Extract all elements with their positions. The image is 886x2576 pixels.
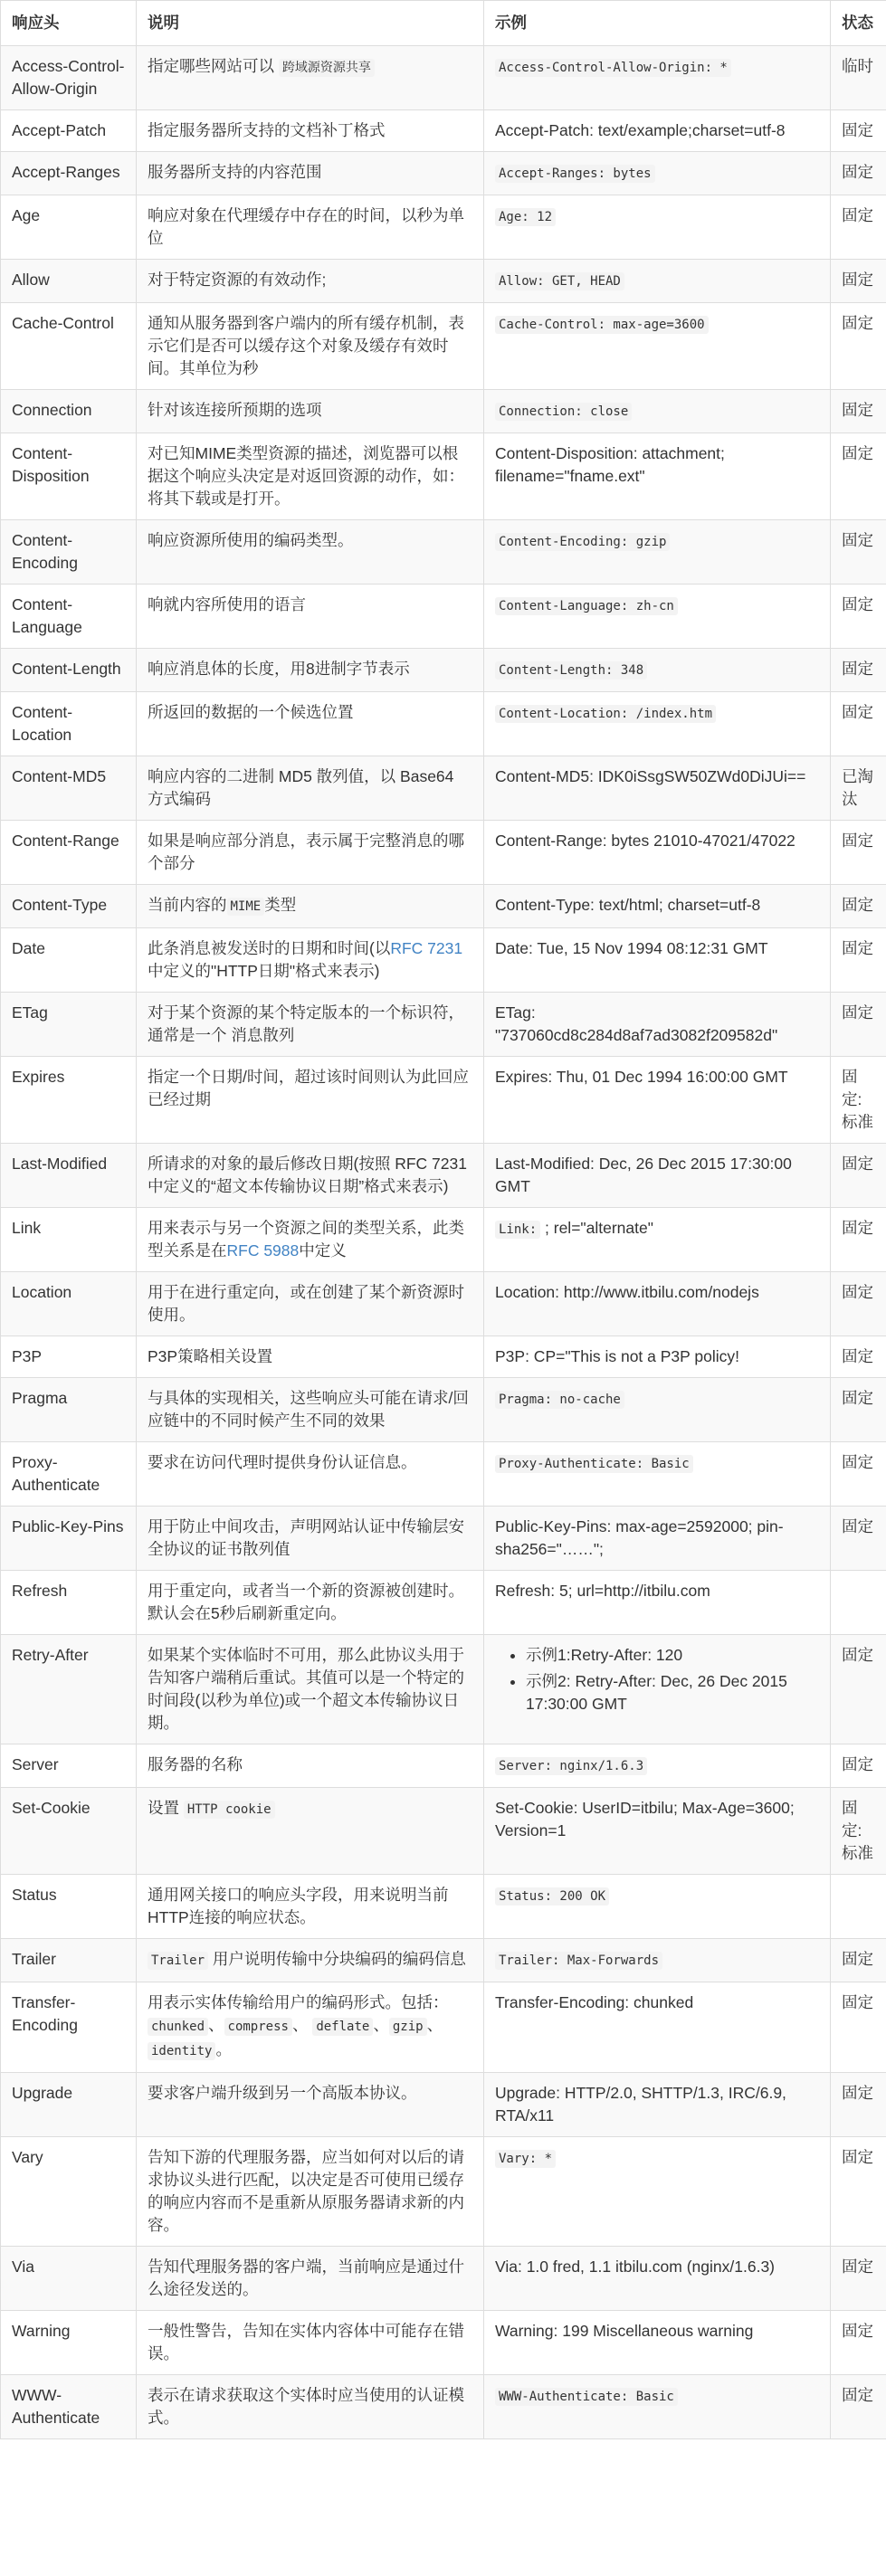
table-row [1,928,886,993]
description-text: 此条消息被发送时的日期和时间(以 [148,939,391,957]
description-cell [137,993,484,1057]
header-name-cell: Link [1,1208,137,1272]
status-cell: 固定 [831,1272,886,1336]
header-name: 响应头 [1,1,137,46]
table-row [1,692,886,756]
example-text: Date: Tue, 15 Nov 1994 08:12:31 GMT [495,939,768,957]
description-text: 对已知MIME类型资源的描述，浏览器可以根据这个响应头决定是对返回资源的动作，如：将其下载或是打开。 [148,444,464,508]
example-text: Last-Modified: Dec, 26 Dec 2015 17:30:00 GMT [495,1155,792,1195]
header-name-cell: Public-Key-Pins [1,1507,137,1571]
description-cell [137,2311,484,2375]
description-text: P3P策略相关设置 [148,1347,273,1365]
description-cell [137,692,484,756]
header-name-cell: Warning [1,2311,137,2375]
description-text: 与具体的实现相关，这些响应头可能在请求/回应链中的不同时候产生不同的效果 [148,1389,469,1430]
description-text: 、 [426,2016,443,2034]
table-row [1,649,886,692]
table-row [1,2073,886,2137]
description-text: 。 [215,2040,232,2058]
description-code: gzip [389,2018,427,2036]
header-name-cell: Content-Language [1,585,137,649]
description-text: 对于特定资源的有效动作; [148,271,327,289]
description-text: 用于防止中间攻击，声明网站认证中传输层安全协议的证书散列值 [148,1517,464,1558]
status-cell: 固定 [831,2247,886,2311]
table-row [1,585,886,649]
description-cell [137,152,484,195]
description-text: 用于重定向，或者当一个新的资源被创建时。默认会在5秒后刷新重定向。 [148,1582,464,1622]
status-cell: 固定 [831,152,886,195]
status-cell: 固定 [831,1982,886,2073]
example-cell [484,1057,831,1144]
example-code: Content-Language: zh-cn [495,597,678,615]
description-text: 、 [291,2016,313,2034]
header-status: 状态 [831,1,886,46]
description-cell [137,928,484,993]
description-text: 用于在进行重定向，或在创建了某个新资源时使用。 [148,1283,464,1324]
header-row [1,1,886,46]
description-text: 告知代理服务器的客户端，当前响应是通过什么途径发送的。 [148,2258,464,2298]
example-cell [484,260,831,303]
description-text: 对于某个资源的某个特定版本的一个标识符，通常是一个 消息散列 [148,1003,464,1044]
status-cell: 固定 [831,1144,886,1208]
example-cell [484,1982,831,2073]
header-name-cell: P3P [1,1336,137,1378]
description-text: 指定一个日期/时间，超过该时间则认为此回应已经过期 [148,1068,469,1108]
example-text: ETag: "737060cd8c284d8af7ad3082f209582d" [495,1003,778,1044]
description-text: 服务器所支持的内容范围 [148,163,322,181]
description-text: 响应消息体的长度，用8进制字节表示 [148,660,410,678]
example-cell [484,1442,831,1507]
table-row [1,1144,886,1208]
example-cell [484,1507,831,1571]
description-text: 、 [373,2016,389,2034]
description-cell [137,1144,484,1208]
description-cell [137,1635,484,1744]
description-text: 如果是响应部分消息，表示属于完整消息的哪个部分 [148,832,464,872]
status-cell: 固定 [831,928,886,993]
table-row [1,1635,886,1744]
description-text: 所返回的数据的一个候选位置 [148,703,354,721]
example-text: Content-Range: bytes 21010-47021/47022 [495,832,795,850]
example-cell [484,1272,831,1336]
table-row [1,1875,886,1939]
status-cell: 固定 [831,260,886,303]
description-text: 一般性警告，告知在实体内容体中可能存在错误。 [148,2322,464,2362]
table-row [1,303,886,390]
description-text: 用来表示与另一个资源之间的类型关系，此类型关系是在 [148,1219,464,1259]
example-text: Via: 1.0 fred, 1.1 itbilu.com (nginx/1.6.3) [495,2258,776,2276]
description-code: deflate [312,2018,373,2036]
example-code: Content-Location: /index.htm [495,705,716,723]
example-code: Connection: close [495,403,632,421]
example-code: Cache-Control: max-age=3600 [495,316,709,334]
description-text: 针对该连接所预期的选项 [148,401,322,419]
description-text: 通用网关接口的响应头字段，用来说明当前HTTP连接的响应状态。 [148,1886,449,1926]
description-text: 指定哪些网站可以 [148,57,279,75]
description-cell [137,2247,484,2311]
description-cell [137,303,484,390]
example-code: WWW-Authenticate: Basic [495,2388,678,2406]
status-cell: 固定 [831,1442,886,1507]
table-row [1,2137,886,2247]
header-name-cell: Age [1,195,137,260]
example-cell [484,433,831,520]
description-text: 用表示实体传输给用户的编码形式。包括： [148,1993,449,2011]
description-text: 中定义的"HTTP日期"格式来表示) [148,962,380,980]
status-cell: 固定 [831,649,886,692]
header-name-cell: Last-Modified [1,1144,137,1208]
header-name-cell: Allow [1,260,137,303]
table-row [1,110,886,152]
table-row [1,260,886,303]
table-row [1,885,886,928]
status-cell: 固定 [831,585,886,649]
description-cell [137,756,484,821]
header-name-cell: Date [1,928,137,993]
example-code: Content-Length: 348 [495,661,647,680]
status-cell: 固定 [831,1744,886,1788]
example-text: P3P: CP="This is not a P3P policy! [495,1347,739,1365]
example-code: Access-Control-Allow-Origin: * [495,59,731,77]
description-cell [137,1788,484,1875]
status-cell: 固定: 标准 [831,1788,886,1875]
description-cell [137,585,484,649]
status-cell: 固定 [831,1378,886,1442]
status-cell [831,1571,886,1635]
status-cell: 固定: 标准 [831,1057,886,1144]
description-link[interactable]: RFC 7231 [390,939,463,957]
description-text: 告知下游的代理服务器，应当如何对以后的请求协议头进行匹配，以决定是否可使用已缓存的响应内容而不是重新从原服务器请求新的内容。 [148,2148,464,2234]
description-cell [137,1442,484,1507]
description-code: MIME [227,898,265,916]
example-code: Status: 200 OK [495,1887,609,1906]
table-row [1,1378,886,1442]
description-cell [137,2137,484,2247]
description-text: 要求客户端升级到另一个高版本协议。 [148,2084,417,2102]
description-text: 表示在请求获取这个实体时应当使用的认证模式。 [148,2386,464,2427]
description-text: 响就内容所使用的语言 [148,595,306,613]
example-text: Transfer-Encoding: chunked [495,1993,694,2011]
table-row [1,821,886,885]
table-row [1,390,886,433]
description-text: 服务器的名称 [148,1755,243,1773]
table-row [1,1442,886,1507]
description-text: 要求在访问代理时提供身份认证信息。 [148,1453,417,1471]
example-code: Content-Encoding: gzip [495,533,670,551]
description-cell [137,1378,484,1442]
example-cell [484,1378,831,1442]
header-name-cell: Content-Length [1,649,137,692]
status-cell: 固定 [831,303,886,390]
table-row [1,1272,886,1336]
header-description: 说明 [137,1,484,46]
header-name-cell: ETag [1,993,137,1057]
example-cell [484,152,831,195]
description-text: 设置 [148,1799,184,1817]
example-cell [484,2073,831,2137]
example-list-item: • 示例1:Retry-After: 120 [526,1644,819,1667]
status-cell: 固定 [831,1939,886,1982]
status-cell: 固定 [831,821,886,885]
table-row [1,1507,886,1571]
example-cell [484,1939,831,1982]
description-code: Trailer [148,1952,208,1970]
table-row [1,46,886,110]
table-row [1,1982,886,2073]
description-text: 响应资源所使用的编码类型。 [148,531,354,549]
description-cell [137,260,484,303]
example-text: Upgrade: HTTP/2.0, SHTTP/1.3, IRC/6.9, RTA/x11 [495,2084,786,2124]
header-name-cell: Vary [1,2137,137,2247]
table-row [1,993,886,1057]
description-cell [137,195,484,260]
description-text: 类型 [264,896,297,914]
description-cell [137,2375,484,2439]
status-cell: 固定 [831,520,886,585]
example-cell [484,692,831,756]
description-text: 所请求的对象的最后修改日期(按照 RFC 7231 中定义的“超文本传输协议日期”格式来表示) [148,1155,467,1195]
header-name-cell: Content-Range [1,821,137,885]
header-name-cell: Content-Encoding [1,520,137,585]
table-row [1,195,886,260]
example-text: Location: http://www.itbilu.com/nodejs [495,1283,759,1301]
description-cell [137,821,484,885]
description-text: 通知从服务器到客户端内的所有缓存机制，表示它们是否可以缓存这个对象及缓存有效时间。其单位为秒 [148,314,464,377]
description-link[interactable]: RFC 5988 [226,1241,300,1259]
example-text: Content-Disposition: attachment; filename="fname.ext" [495,444,725,485]
status-cell: 固定 [831,2375,886,2439]
header-name-cell: Expires [1,1057,137,1144]
table-row [1,1057,886,1144]
example-code: Server: nginx/1.6.3 [495,1757,647,1775]
description-text: 指定服务器所支持的文档补丁格式 [148,121,386,139]
description-cell [137,520,484,585]
example-text: ; rel="alternate" [540,1219,653,1237]
example-cell [484,195,831,260]
description-code: chunked [148,2018,208,2036]
status-cell: 固定 [831,1336,886,1378]
example-cell [484,993,831,1057]
description-text: 中定义 [299,1241,347,1259]
example-cell [484,2311,831,2375]
example-cell [484,756,831,821]
header-name-cell: Cache-Control [1,303,137,390]
header-name-cell: Accept-Ranges [1,152,137,195]
header-name-cell: Location [1,1272,137,1336]
example-cell [484,928,831,993]
example-text: Warning: 199 Miscellaneous warning [495,2322,754,2340]
description-cell [137,1744,484,1788]
description-cell [137,1507,484,1571]
example-cell [484,1635,831,1744]
status-cell: 固定 [831,2137,886,2247]
table-row [1,1744,886,1788]
header-name-cell: Content-Disposition [1,433,137,520]
header-name-cell: Content-Type [1,885,137,928]
table-row [1,152,886,195]
example-cell [484,390,831,433]
header-name-cell: WWW-Authenticate [1,2375,137,2439]
description-cell [137,1875,484,1939]
description-cell [137,1939,484,1982]
table-row [1,1939,886,1982]
example-cell [484,1571,831,1635]
status-cell: 固定 [831,885,886,928]
example-code: Link: [495,1221,540,1239]
description-cell [137,110,484,152]
header-name-cell: Content-Location [1,692,137,756]
example-code: Allow: GET, HEAD [495,272,624,290]
example-cell [484,1744,831,1788]
example-cell [484,46,831,110]
example-text: Content-Type: text/html; charset=utf-8 [495,896,761,914]
description-cell [137,2073,484,2137]
description-code: 跨域源资源共享 [279,59,375,77]
header-name-cell: Connection [1,390,137,433]
table-row [1,433,886,520]
table-row [1,1208,886,1272]
header-name-cell: Upgrade [1,2073,137,2137]
description-text: 如果某个实体临时不可用，那么此协议头用于告知客户端稍后重试。其值可以是一个特定的时间段(以秒为单位)或一个超文本传输协议日期。 [148,1646,464,1732]
status-cell: 固定 [831,1635,886,1744]
example-code: Proxy-Authenticate: Basic [495,1455,693,1473]
example-cell [484,1144,831,1208]
table-row [1,1571,886,1635]
status-cell: 临时 [831,46,886,110]
header-name-cell: Content-MD5 [1,756,137,821]
header-example: 示例 [484,1,831,46]
status-cell: 固定 [831,110,886,152]
status-cell: 固定 [831,692,886,756]
header-name-cell: Trailer [1,1939,137,1982]
description-cell [137,1057,484,1144]
header-name-cell: Refresh [1,1571,137,1635]
example-list [495,1644,819,1716]
description-text: 、 [208,2016,224,2034]
description-text: 响应内容的二进制 MD5 散列值，以 Base64 方式编码 [148,767,454,808]
header-name-cell: Access-Control-Allow-Origin [1,46,137,110]
status-cell: 固定 [831,993,886,1057]
status-cell: 固定 [831,1507,886,1571]
table-header [1,1,886,46]
description-cell [137,46,484,110]
example-cell [484,1336,831,1378]
description-cell [137,649,484,692]
header-name-cell: Set-Cookie [1,1788,137,1875]
status-cell: 固定 [831,1208,886,1272]
table-row [1,520,886,585]
status-cell: 固定 [831,433,886,520]
example-cell [484,2375,831,2439]
description-cell [137,1982,484,2073]
example-text: Accept-Patch: text/example;charset=utf-8 [495,121,786,139]
example-cell [484,110,831,152]
description-cell [137,433,484,520]
example-cell [484,885,831,928]
example-text: Set-Cookie: UserID=itbilu; Max-Age=3600; Version=1 [495,1799,795,1839]
header-name-cell: Status [1,1875,137,1939]
table-row [1,2311,886,2375]
description-code: HTTP cookie [184,1801,275,1819]
example-cell [484,821,831,885]
table-body [1,46,886,2439]
header-name-cell: Server [1,1744,137,1788]
example-cell [484,649,831,692]
example-code: Vary: * [495,2150,556,2168]
status-cell: 固定 [831,2311,886,2375]
example-code: Age: 12 [495,208,556,226]
status-cell: 固定 [831,390,886,433]
status-cell: 已淘汰 [831,756,886,821]
description-cell [137,1272,484,1336]
example-cell [484,2247,831,2311]
description-text: 当前内容的 [148,896,227,914]
description-text: 响应对象在代理缓存中存在的时间，以秒为单位 [148,206,464,247]
description-cell [137,885,484,928]
status-cell: 固定 [831,195,886,260]
header-name-cell: Retry-After [1,1635,137,1744]
example-cell [484,520,831,585]
table-row [1,1336,886,1378]
header-name-cell: Pragma [1,1378,137,1442]
example-cell [484,585,831,649]
example-text: Expires: Thu, 01 Dec 1994 16:00:00 GMT [495,1068,788,1086]
example-code: Trailer: Max-Forwards [495,1952,662,1970]
table-row [1,2375,886,2439]
example-list-item: • 示例2: Retry-After: Dec, 26 Dec 2015 17:30:00 GMT [526,1670,819,1716]
example-code: Accept-Ranges: bytes [495,165,655,183]
header-name-cell: Via [1,2247,137,2311]
example-cell [484,1875,831,1939]
description-cell [137,1336,484,1378]
example-cell [484,1788,831,1875]
example-cell [484,303,831,390]
header-name-cell: Proxy-Authenticate [1,1442,137,1507]
example-cell [484,1208,831,1272]
example-text: Refresh: 5; url=http://itbilu.com [495,1582,710,1600]
example-text: Public-Key-Pins: max-age=2592000; pin-sha256="……"; [495,1517,784,1558]
header-name-cell: Accept-Patch [1,110,137,152]
description-cell [137,1208,484,1272]
description-code: compress [224,2018,292,2036]
example-code: Pragma: no-cache [495,1391,624,1409]
status-cell [831,1875,886,1939]
example-text: Content-MD5: IDK0iSsgSW50ZWd0DiJUi== [495,767,806,785]
table-row [1,756,886,821]
example-cell [484,2137,831,2247]
status-cell: 固定 [831,2073,886,2137]
header-name-cell: Transfer-Encoding [1,1982,137,2073]
description-cell [137,390,484,433]
description-text: 用户说明传输中分块编码的编码信息 [208,1950,466,1968]
description-cell [137,1571,484,1635]
table-row [1,1788,886,1875]
description-code: identity [148,2042,215,2060]
table-row [1,2247,886,2311]
